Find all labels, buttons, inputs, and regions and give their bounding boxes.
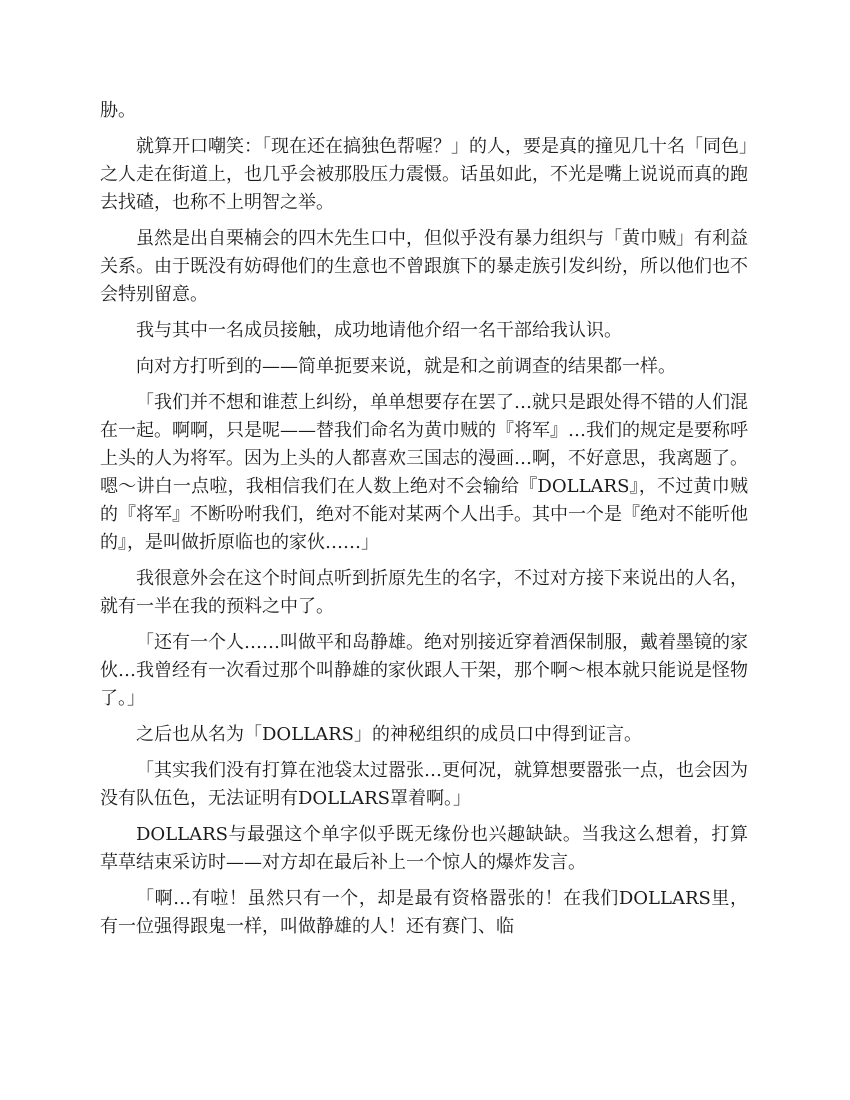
paragraph-1: 胁。 xyxy=(100,100,136,121)
paragraph-11: DOLLARS与最强这个单字似乎既无缘份也兴趣缺缺。当我这么想着，打算草草结束采访时——对方却在最后补上一个惊人的爆炸发言。 xyxy=(100,824,748,873)
paragraph-3: 虽然是出自栗楠会的四木先生口中，但似乎没有暴力组织与「黄巾贼」有利益关系。由于既没有妨碍他们的生意也不曾跟旗下的暴走族引发纠纷，所以他们也不会特别留意。 xyxy=(100,228,748,305)
paragraph-8: 「还有一个人……叫做平和岛静雄。绝对别接近穿着酒保制服，戴着墨镜的家伙…我曾经有一次看过那个叫静雄的家伙跟人干架，那个啊～根本就只能说是怪物了。」 xyxy=(100,632,748,709)
paragraph-12: 「啊…有啦！虽然只有一个，却是最有资格嚣张的！在我们DOLLARS里，有一位强得跟鬼一样，叫做静雄的人！还有赛门、临 xyxy=(100,888,748,937)
document-page xyxy=(100,97,748,949)
paragraph-5: 向对方打听到的——简单扼要来说，就是和之前调查的结果都一样。 xyxy=(136,356,676,377)
paragraph-10: 「其实我们没有打算在池袋太过嚣张…更何况，就算想要嚣张一点，也会因为没有队伍色，无法证明有DOLLARS罩着啊。」 xyxy=(100,760,748,809)
paragraph-9: 之后也从名为「DOLLARS」的神秘组织的成员口中得到证言。 xyxy=(136,724,642,745)
paragraph-4: 我与其中一名成员接触，成功地请他介绍一名干部给我认识。 xyxy=(136,320,622,341)
paragraph-7: 我很意外会在这个时间点听到折原先生的名字，不过对方接下来说出的人名，就有一半在我的预料之中了。 xyxy=(100,568,748,617)
paragraph-6: 「我们并不想和谁惹上纠纷，单单想要存在罢了…就只是跟处得不错的人们混在一起。啊啊，只是呢——替我们命名为黄巾贼的『将军』…我们的规定是要称呼上头的人为将军。因为上头的人都喜欢三国志的漫画…啊，不好意思，我离题了。嗯～讲白一点啦，我相信我们在人数上绝对不会输给『DOLLARS』，不过黄巾贼的『将军』不断吩咐我们，绝对不能对某两个人出手。其中一个是『绝对不能听他的』，是叫做折原临也的家伙……」 xyxy=(100,392,748,553)
paragraph-2: 就算开口嘲笑：「现在还在搞独色帮喔？」的人，要是真的撞见几十名「同色」之人走在街道上，也几乎会被那股压力震慑。话虽如此，不光是嘴上说说而真的跑去找碴，也称不上明智之举。 xyxy=(100,136,748,213)
